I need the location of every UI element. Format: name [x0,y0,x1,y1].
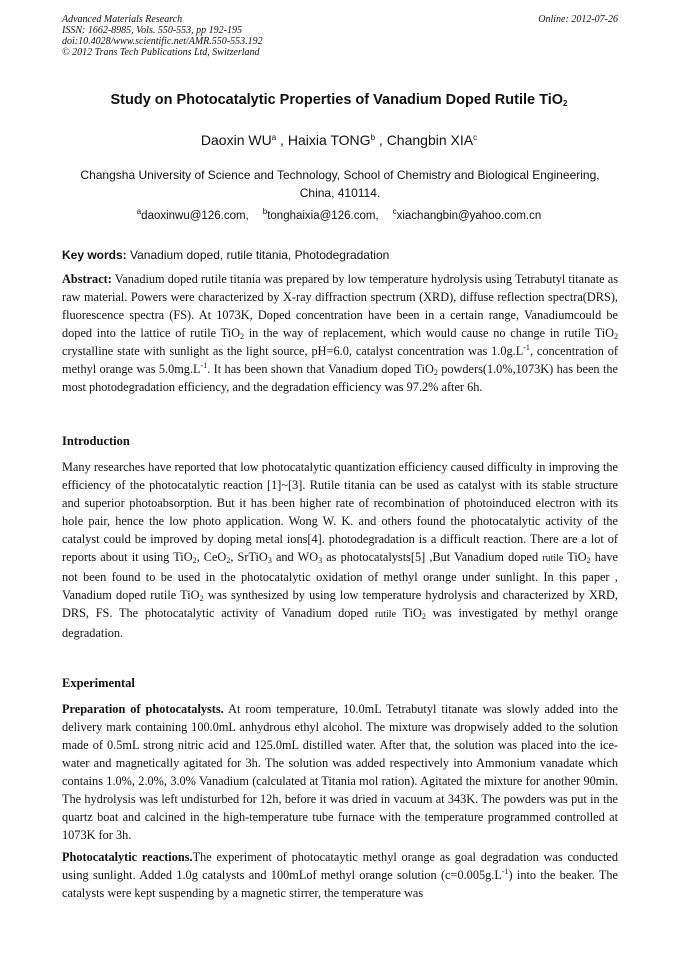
abstract-text: powders(1.0%,1073K) has been the most photodegradation efficiency, and the degradation efficiency was 97.2% after 6h. [62,362,618,394]
subscript: 2 [192,556,197,565]
author-separator: , [375,132,387,148]
journal-header [62,14,618,58]
preparation-paragraph [62,700,618,844]
intro-text: and WO [271,550,319,564]
email-mark: c [392,207,397,216]
subscript: 2 [586,556,591,565]
superscript: -1 [523,343,530,352]
intro-text: TiO [396,606,422,620]
paper-title [0,92,678,108]
keywords-label: Key words: [62,248,127,262]
intro-text-small: rutile [542,553,564,564]
introduction-paragraph [62,458,618,642]
intro-text: have not been found to be used in the photocatalytic oxidation of methyl orange under sunlight. In this paper , Vanadium doped rutile TiO [62,550,618,602]
author-name: Changbin XIA [386,132,474,148]
subscript: 2 [614,332,618,341]
superscript: -1 [501,867,509,876]
photocatalytic-text: The experiment of photocataytic methyl orange as goal degradation was conducted using sunlight. Added 1.0g catalysts and 100mLof methyl orange solution (c=0.005g.L [62,850,619,882]
copyright-line: © 2012 Trans Tech Publications Ltd, Switzerland [62,47,260,58]
abstract-text: in the way of replacement, which would cause no change in rutile TiO [244,326,614,340]
intro-text: Many researches have reported that low photocatalytic quantization efficiency caused difficulty in improving the efficiency of the photocatalytic reaction [1]~[3]. Rutile titania can be used as catalyst with its stable structure and superior photoabsorption. But it has been higher rate of recombination of photoinduced electron with its hole pair, hence the low photo application. Wong W. K. and others found the photocatalytic activity of the catalyst could be improved by doping metal ions[4]. photodegradation is a difficult reaction. There are a lot of reports about it using TiO [62,460,618,564]
intro-text: was synthesized by using low temperature hydrolysis and characterized by XRD, DRS, FS. The photocatalytic activity of Vanadium doped [62,588,618,620]
superscript: -1 [200,361,208,370]
abstract [62,270,618,396]
email-mark: b [262,207,268,216]
subscript: 3 [267,556,272,565]
subscript: 2 [421,612,426,621]
intro-text: , SrTiO [230,550,268,564]
intro-text: TiO [563,550,587,564]
introduction-heading: Introduction [62,434,130,448]
email-address: tonghaixia@126.com, [267,210,379,222]
intro-text: was investigated by methyl orange degradation. [62,606,618,640]
issn-line: ISSN: 1662-8985, Vols. 550-553, pp 192-195 [62,25,242,36]
email-address: daoxinwu@126.com, [141,210,249,222]
keywords [62,248,618,262]
subscript: 2 [199,594,204,603]
email-list [0,207,678,222]
author-mark: b [370,133,376,142]
email-address: xiachangbin@yahoo.com.cn [396,210,542,222]
subscript: 2 [240,332,245,341]
experimental-heading: Experimental [62,676,135,690]
journal-name: Advanced Materials Research [62,14,183,25]
keywords-text: Vanadium doped, rutile titania, Photodegradation [126,248,390,262]
abstract-text: . It has been shown that Vanadium doped TiO [207,362,434,376]
author-mark: c [473,133,478,142]
online-date: Online: 2012-07-26 [538,14,618,25]
author-list [0,132,678,148]
abstract-text: , concentration of methyl orange was 5.0mg.L [62,344,618,376]
subscript: 2 [433,368,438,377]
doi-line: doi:10.4028/www.scientific.net/AMR.550-553.192 [62,36,263,47]
abstract-label: Abstract: [62,272,112,286]
abstract-text: Vanadium doped rutile titania was prepared by low temperature hydrolysis using Tetrabutyl titanate as raw material. Powers were characterized by X-ray diffraction spectrum (XRD), diffuse reflection spectra(DRS), fluorescence spectra (FS). At 1073K, Doped concentration have been in a certain range, Vanadiumcould be doped into the lattice of rutile TiO [62,272,618,340]
title-subscript: 2 [563,99,568,108]
intro-text: as photocatalysts[5] ,But Vanadium doped [322,550,543,564]
preparation-text: At room temperature, 10.0mL Tetrabutyl titanate was slowly added into the delivery mark containing 100.0mL anhydrous ethyl alcohol. The mixture was dropwisely added to the solution made of 0.5mL strong nitric acid and 125.0mL distilled water. After that, the solution was placed into the ice-water and magnetically agitated for 3h. The solution was added respectively into Ammonium vanadate which contains 1.0%, 2.0%, 3.0% Vanadium (calculated at Titania mol ration). Agitated the mixture for another 90min. The hydrolysis was left undisturbed for 12h, before it was dried in vacuum at 343K. The powders was put in the quartz boat and calcined in the high-temperature tube furnace with the temperature programmed controlled at 1073K for 3h. [62,702,618,842]
affiliation: Changsha University of Science and Technology, School of Chemistry and Biological Engineering, China, 410114. [80,168,600,200]
author-name: Daoxin WU [200,132,272,148]
subscript: 3 [318,556,323,565]
photocatalytic-label: Photocatalytic reactions. [62,850,193,864]
intro-text-small: rutile [374,609,397,620]
author-mark: a [271,133,277,142]
author-separator: , [276,132,288,148]
preparation-label: Preparation of photocatalysts. [62,702,224,716]
abstract-text: crystalline state with sunlight as the light source, pH=6.0, catalyst concentration was 1.0g.L [62,344,524,358]
photocatalytic-paragraph [62,848,618,902]
intro-text: , CeO [196,550,227,564]
email-mark: a [136,207,142,216]
photocatalytic-text: ) into the beaker. The catalysts were kept suspending by a magnetic stirrer, the temperature was [62,868,618,900]
author-name: Haixia TONG [287,132,371,148]
subscript: 2 [226,556,231,565]
title-text: Study on Photocatalytic Properties of Vanadium Doped Rutile TiO [110,92,564,108]
